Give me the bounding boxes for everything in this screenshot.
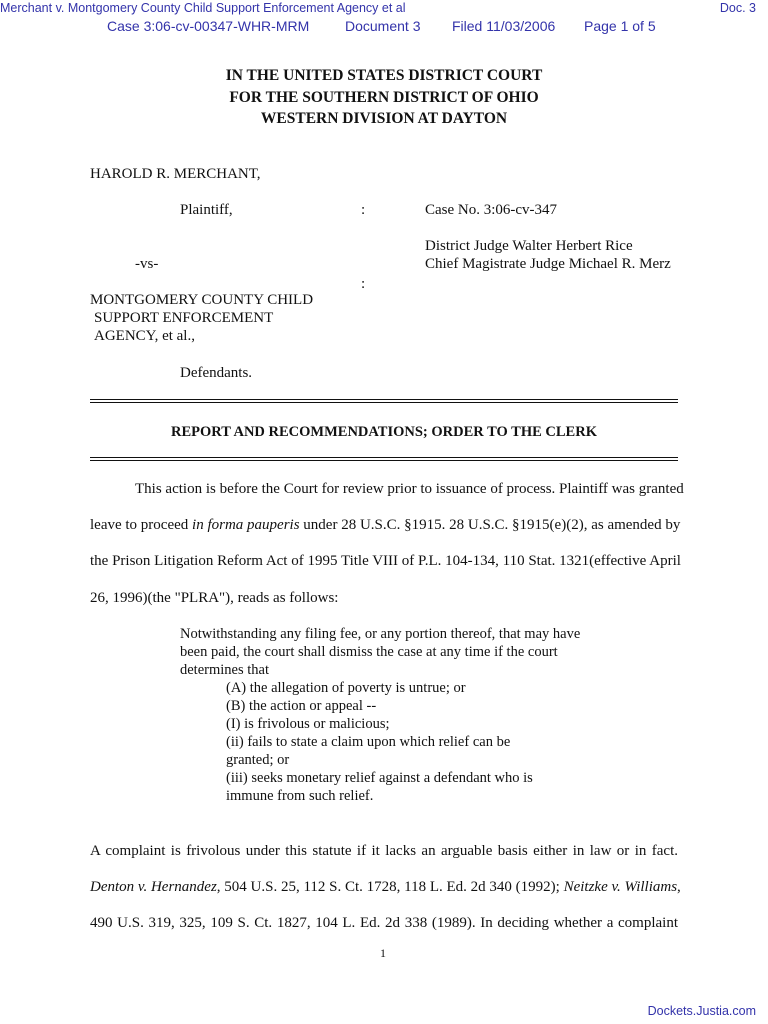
court-name-line-2: FOR THE SOUTHERN DISTRICT OF OHIO <box>229 89 539 106</box>
text-segment: , <box>677 879 681 895</box>
quote-item-a: (A) the allegation of poverty is untrue; or <box>226 680 466 696</box>
quote-line-2: been paid, the court shall dismiss the case at any time if the court <box>180 644 558 660</box>
caption-colon-1: : <box>361 202 366 218</box>
body-paragraph-2-line-3: 490 U.S. 319, 325, 109 S. Ct. 1827, 104 L. Ed. 2d 338 (1989). In deciding whether a complaint <box>90 915 678 931</box>
body-paragraph-1-line-4: 26, 1996)(the "PLRA"), reads as follows: <box>90 590 339 606</box>
court-name-line-3: WESTERN DIVISION AT DAYTON <box>260 110 508 127</box>
district-judge: District Judge Walter Herbert Rice <box>425 238 633 254</box>
doc-number-link[interactable]: Doc. 3 <box>719 1 756 15</box>
quote-item-iii-line-2: immune from such relief. <box>226 788 374 804</box>
case-title-link[interactable]: Merchant v. Montgomery County Child Support Enforcement Agency et al <box>0 1 406 15</box>
document-number-stamp: Document 3 <box>345 18 421 34</box>
quote-item-ii-line-2: granted; or <box>226 752 290 768</box>
case-citation-denton: Denton v. Hernandez <box>90 879 217 895</box>
text-segment: , 504 U.S. 25, 112 S. Ct. 1728, 118 L. Ed. 2d 340 (1992); <box>216 879 564 895</box>
defendant-name-line-2: SUPPORT ENFORCEMENT <box>94 310 274 326</box>
court-name-line-1: IN THE UNITED STATES DISTRICT COURT <box>225 67 543 84</box>
quote-line-1: Notwithstanding any filing fee, or any portion thereof, that may have <box>180 626 581 642</box>
body-paragraph-1-line-3: the Prison Litigation Reform Act of 1995 Title VIII of P.L. 104-134, 110 Stat. 1321(effective April <box>90 553 681 569</box>
document-title: REPORT AND RECOMMENDATIONS; ORDER TO THE CLERK <box>171 424 597 440</box>
dockets-justia-link[interactable]: Dockets.Justia.com <box>647 1004 756 1018</box>
title-rule-top-2 <box>90 402 678 403</box>
italic-term: in forma pauperis <box>192 517 300 533</box>
case-number: Case No. 3:06-cv-347 <box>425 202 558 218</box>
title-rule-top-1 <box>90 399 678 400</box>
plaintiff-name: HAROLD R. MERCHANT, <box>90 166 261 182</box>
case-citation-neitzke: Neitzke v. Williams <box>563 879 678 895</box>
plaintiff-role: Plaintiff, <box>180 202 233 218</box>
title-rule-bottom-2 <box>90 460 678 461</box>
versus-label: -vs- <box>135 256 159 272</box>
quote-line-3: determines that <box>180 662 269 678</box>
quote-item-i: (I) is frivolous or malicious; <box>226 716 390 732</box>
caption-colon-2: : <box>361 276 366 292</box>
title-rule-bottom-1 <box>90 457 678 458</box>
text-segment: leave to proceed <box>90 517 193 533</box>
quote-item-b: (B) the action or appeal -- <box>226 698 377 714</box>
body-paragraph-1-line-2 <box>90 517 681 534</box>
magistrate-judge: Chief Magistrate Judge Michael R. Merz <box>425 256 671 272</box>
defendant-role: Defendants. <box>180 365 253 381</box>
defendant-name-line-1: MONTGOMERY COUNTY CHILD <box>90 292 314 308</box>
quote-item-iii-line-1: (iii) seeks monetary relief against a defendant who is <box>226 770 533 786</box>
body-paragraph-2-line-2 <box>90 879 681 896</box>
body-paragraph-2-line-1: A complaint is frivolous under this statute if it lacks an arguable basis either in law or in fact. <box>90 843 678 859</box>
defendant-name-line-3: AGENCY, et al., <box>94 328 195 344</box>
body-paragraph-1-line-1: This action is before the Court for review prior to issuance of process. Plaintiff was granted <box>135 481 684 497</box>
page-count-stamp: Page 1 of 5 <box>584 18 656 34</box>
filed-date-stamp: Filed 11/03/2006 <box>452 18 556 34</box>
page-number: 1 <box>380 946 386 960</box>
quote-item-ii-line-1: (ii) fails to state a claim upon which relief can be <box>226 734 511 750</box>
text-segment: under 28 U.S.C. §1915. 28 U.S.C. §1915(e)(2), as amended by <box>299 517 681 533</box>
case-number-stamp: Case 3:06-cv-00347-WHR-MRM <box>107 18 310 34</box>
